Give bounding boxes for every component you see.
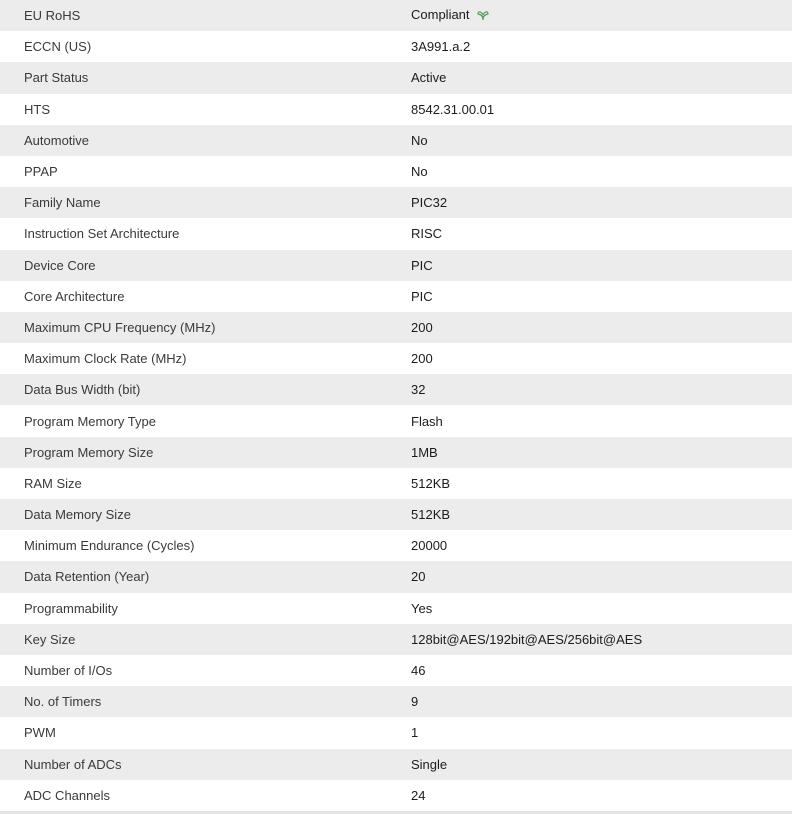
spec-label: HTS	[24, 101, 50, 117]
spec-value: 1	[411, 725, 419, 741]
spec-value: 20	[411, 569, 426, 585]
leaf-icon	[476, 9, 490, 24]
spec-value	[411, 0, 792, 31]
spec-row-core-architecture	[0, 281, 792, 312]
spec-row-number-of-ios	[0, 655, 792, 686]
spec-label: Automotive	[24, 132, 90, 148]
spec-label: ADC Channels	[24, 787, 110, 803]
spec-row-part-status	[0, 62, 792, 93]
spec-label: Data Retention (Year)	[24, 569, 150, 585]
spec-label: No. of Timers	[24, 694, 102, 710]
spec-label: Data Memory Size	[24, 507, 131, 523]
spec-value: 512KB	[411, 475, 451, 491]
spec-row-timers	[0, 686, 792, 717]
spec-label: Number of I/Os	[24, 663, 113, 679]
spec-row-data-memory-size	[0, 499, 792, 530]
spec-value: No	[411, 164, 428, 180]
spec-label: ECCN (US)	[24, 39, 92, 55]
spec-value: 200	[411, 319, 433, 335]
spec-value: 32	[411, 382, 426, 398]
spec-value: 1MB	[411, 444, 438, 460]
spec-value: 3A991.a.2	[411, 39, 471, 55]
spec-value: No	[411, 132, 428, 148]
spec-row-max-cpu-frequency	[0, 312, 792, 343]
spec-value: RISC	[411, 226, 443, 242]
spec-value: 20000	[411, 538, 448, 554]
spec-row-pwm	[0, 717, 792, 748]
spec-value: Single	[411, 756, 448, 772]
spec-row-programmability	[0, 593, 792, 624]
spec-label: EU RoHS	[24, 8, 81, 24]
spec-value: 512KB	[411, 507, 451, 523]
spec-label: PWM	[24, 725, 56, 741]
spec-row-program-memory-size	[0, 437, 792, 468]
spec-row-number-of-adcs	[0, 749, 792, 780]
spec-row-min-endurance	[0, 530, 792, 561]
spec-value: 9	[411, 694, 419, 710]
spec-row-data-retention	[0, 561, 792, 592]
spec-label: Family Name	[24, 195, 101, 211]
spec-value-text: Compliant	[411, 7, 470, 23]
spec-label: Maximum CPU Frequency (MHz)	[24, 319, 216, 335]
spec-label: Core Architecture	[24, 288, 125, 304]
spec-row-isa	[0, 218, 792, 249]
spec-row-eccn	[0, 31, 792, 62]
spec-row-ram-size	[0, 468, 792, 499]
spec-value: 46	[411, 663, 426, 679]
spec-value: 200	[411, 351, 433, 367]
spec-label: Key Size	[24, 631, 76, 647]
spec-value: 128bit@AES/192bit@AES/256bit@AES	[411, 631, 643, 647]
spec-row-device-core	[0, 250, 792, 281]
spec-row-data-bus-width	[0, 374, 792, 405]
spec-label: Number of ADCs	[24, 756, 122, 772]
spec-label: Minimum Endurance (Cycles)	[24, 538, 195, 554]
spec-row-adc-channels	[0, 780, 792, 811]
spec-label: Program Memory Size	[24, 444, 154, 460]
spec-label: Data Bus Width (bit)	[24, 382, 141, 398]
spec-value: Flash	[411, 413, 443, 429]
spec-label: Device Core	[24, 257, 96, 273]
spec-value: PIC32	[411, 195, 448, 211]
spec-row-program-memory-type	[0, 405, 792, 436]
spec-label: Program Memory Type	[24, 413, 156, 429]
spec-row-ppap	[0, 156, 792, 187]
spec-value: Active	[411, 70, 447, 86]
spec-row-family-name	[0, 187, 792, 218]
spec-label: Instruction Set Architecture	[24, 226, 180, 242]
spec-row-eu-rohs	[0, 0, 792, 31]
spec-label: Maximum Clock Rate (MHz)	[24, 351, 187, 367]
spec-value: PIC	[411, 288, 433, 304]
spec-label: PPAP	[24, 164, 58, 180]
spec-row-automotive	[0, 125, 792, 156]
spec-row-key-size	[0, 624, 792, 655]
spec-value: Yes	[411, 600, 433, 616]
spec-row-hts	[0, 94, 792, 125]
spec-value: 8542.31.00.01	[411, 101, 495, 117]
spec-value: PIC	[411, 257, 433, 273]
spec-label: Part Status	[24, 70, 89, 86]
spec-label: RAM Size	[24, 475, 82, 491]
spec-value: 24	[411, 787, 426, 803]
spec-label: Programmability	[24, 600, 118, 616]
spec-row-max-clock-rate	[0, 343, 792, 374]
